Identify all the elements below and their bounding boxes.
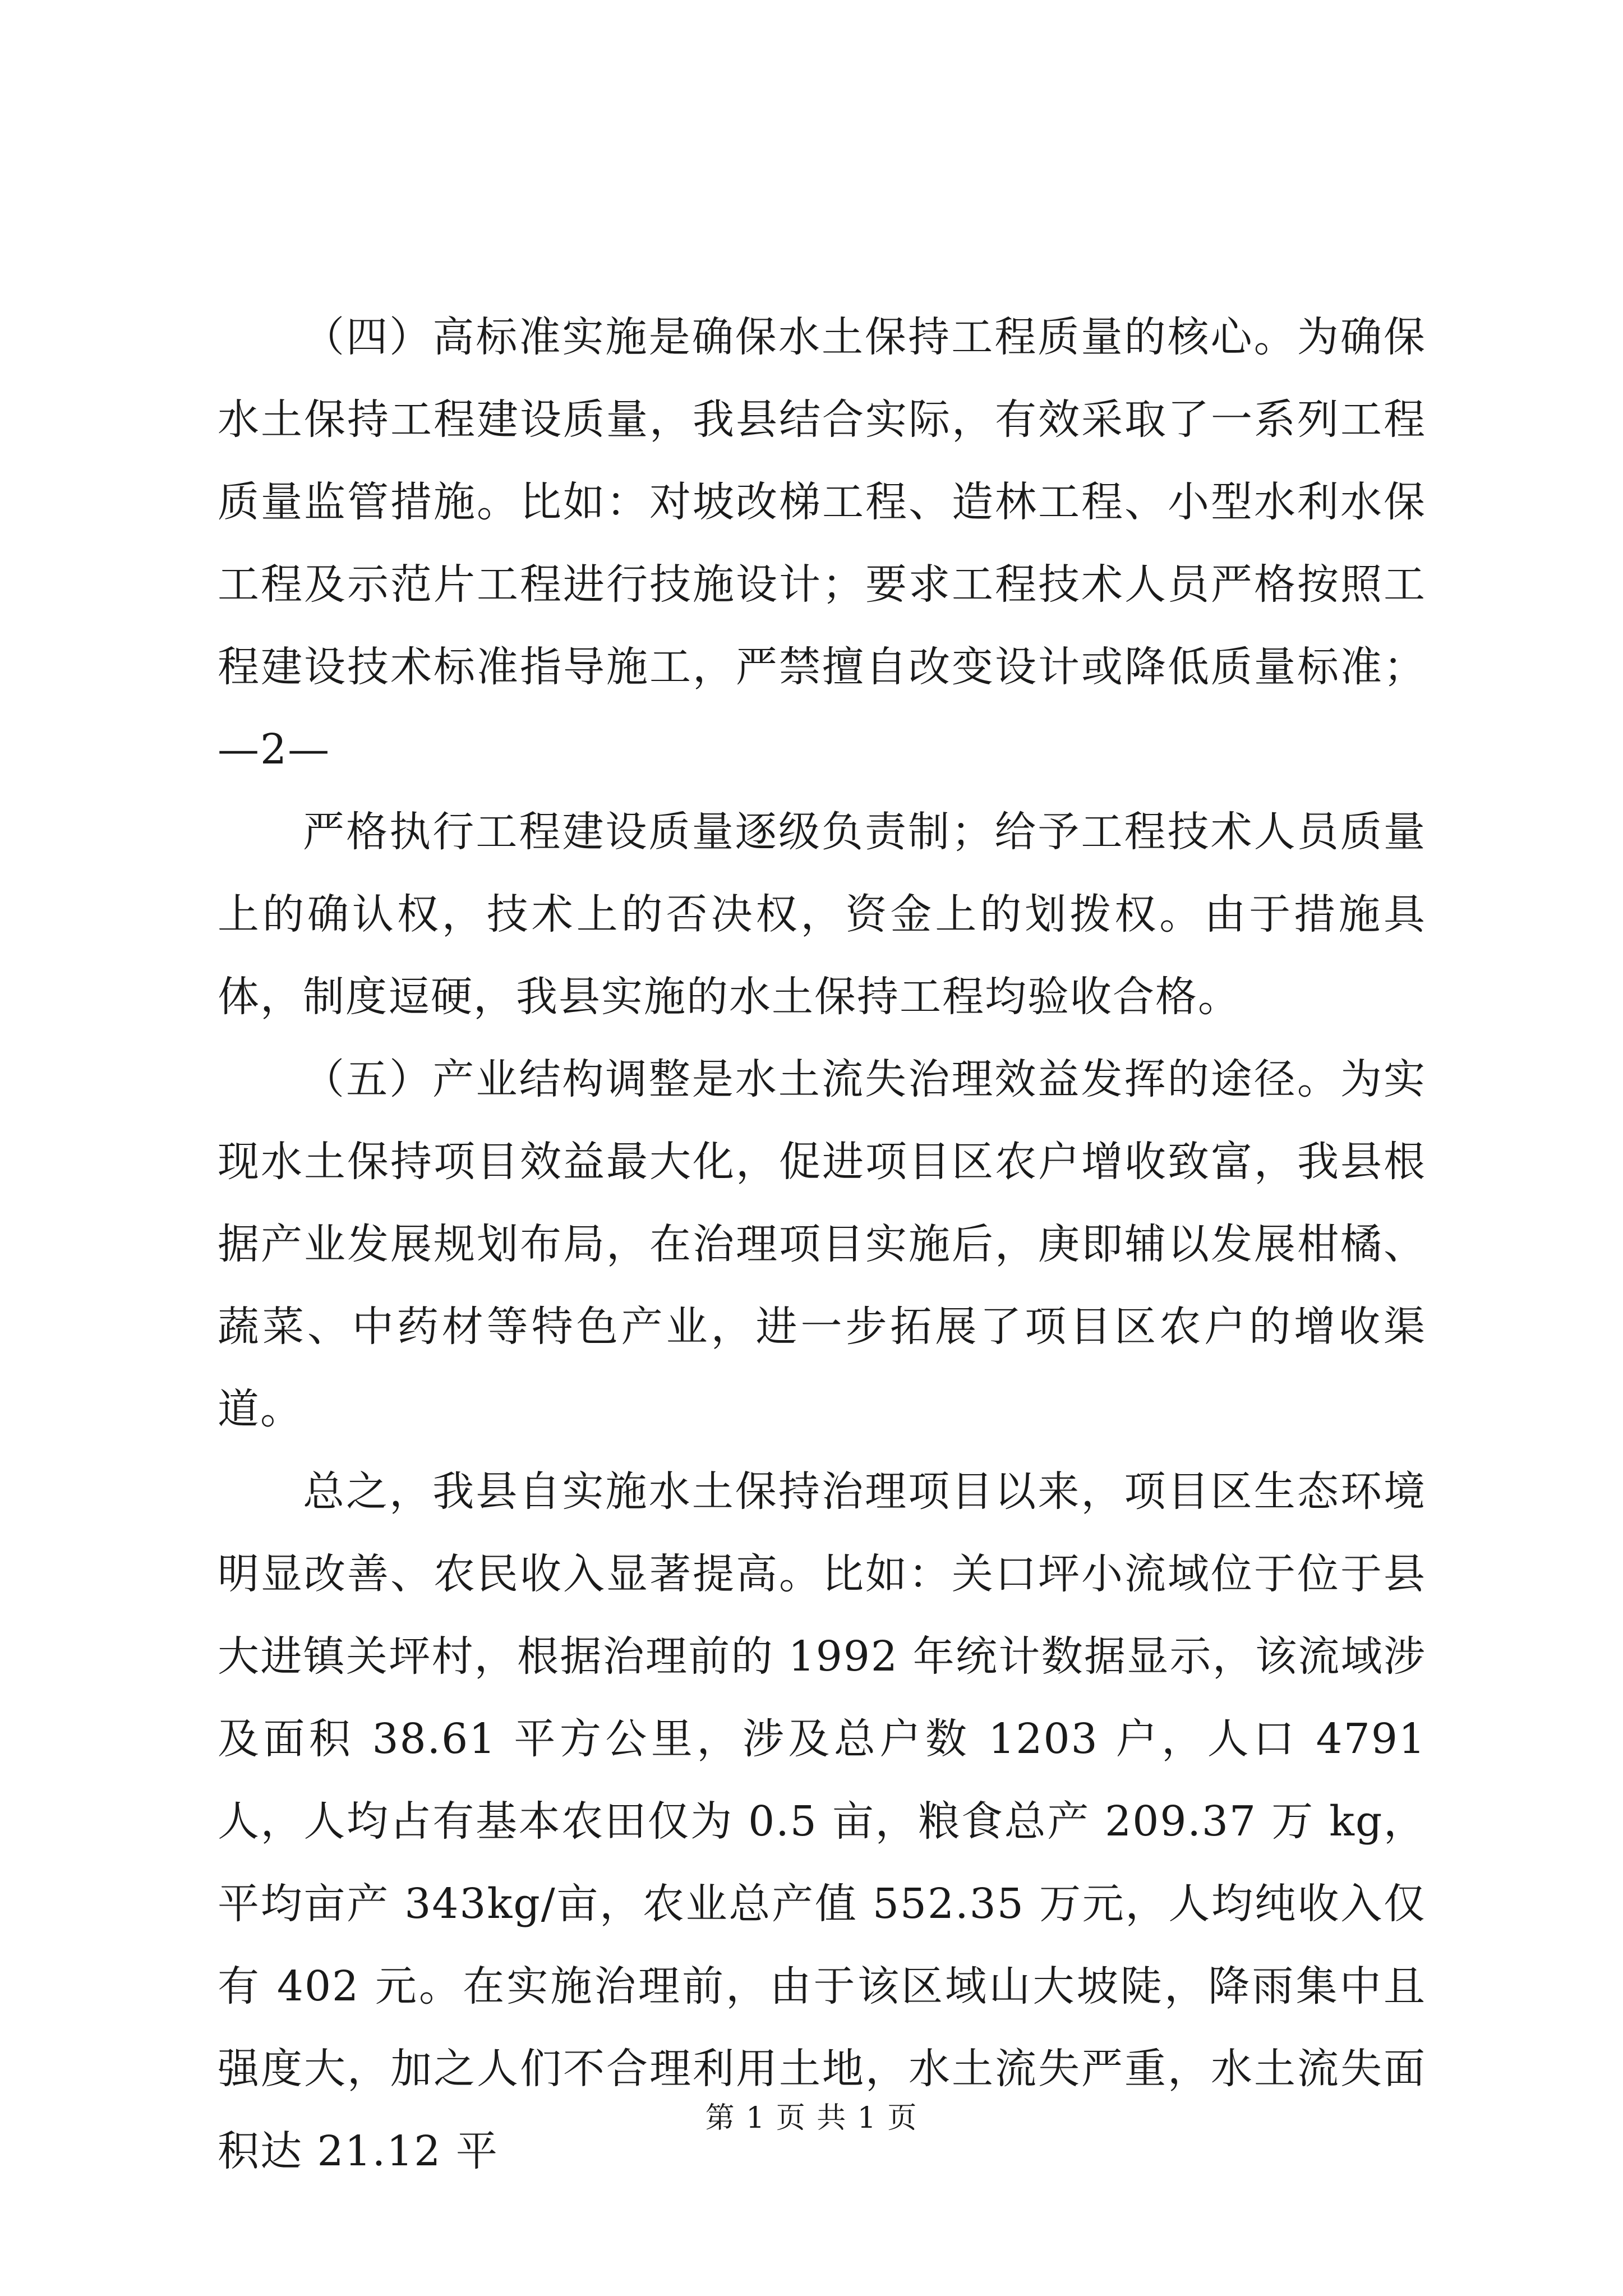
paragraph-summary-statistics: 总之，我县自实施水土保持治理项目以来，项目区生态环境明显改善、农民收入显著提高。比如：关口坪小流域位于位于县大进镇关坪村，根据治理前的 1992 年统计数据显示，该流域涉及面积 38.61 平方公里，涉及总户数 1203 户，人口 4791 人，人均占有基本农田仅为 0.5 亩，粮食总产 209.37 万 kg，平均亩产 343kg/亩，农业总产值 552.35 万元，人均纯收入仅有 402 元。在实施治理前，由于该区域山大坡陡，降雨集中且强度大，加之人们不合理利用土地，水土流失严重，水土流失面积达 21.12 平 bbox=[218, 1467, 1426, 2175]
paragraph-responsibility-system: 严格执行工程建设质量逐级负责制；给予工程技术人员质量上的确认权，技术上的否决权，资金上的划拨权。由于措施具体，制度逗硬，我县实施的水土保持工程均验收合格。 bbox=[218, 808, 1426, 1021]
paragraph-industry-adjustment: （五）产业结构调整是水土流失治理效益发挥的途径。为实现水土保持项目效益最大化，促进项目区农户增收致富，我县根据产业发展规划布局，在治理项目实施后，庚即辅以发展柑橘、蔬菜、中药材等特色产业，进一步拓展了项目区农户的增收渠道。 bbox=[218, 1055, 1426, 1433]
page-footer: 第 1 页 共 1 页 bbox=[705, 2101, 918, 2135]
body-text bbox=[218, 296, 1426, 2193]
paragraph-quality-control: （四）高标准实施是确保水土保持工程质量的核心。为确保水土保持工程建设质量，我县结合实际，有效采取了一系列工程质量监管措施。比如：对坡改梯工程、造林工程、小型水利水保工程及示范片工程进行技施设计；要求工程技术人员严格按照工程建设技术标准指导施工，严禁擅自改变设计或降低质量标准；—2— bbox=[218, 313, 1426, 774]
